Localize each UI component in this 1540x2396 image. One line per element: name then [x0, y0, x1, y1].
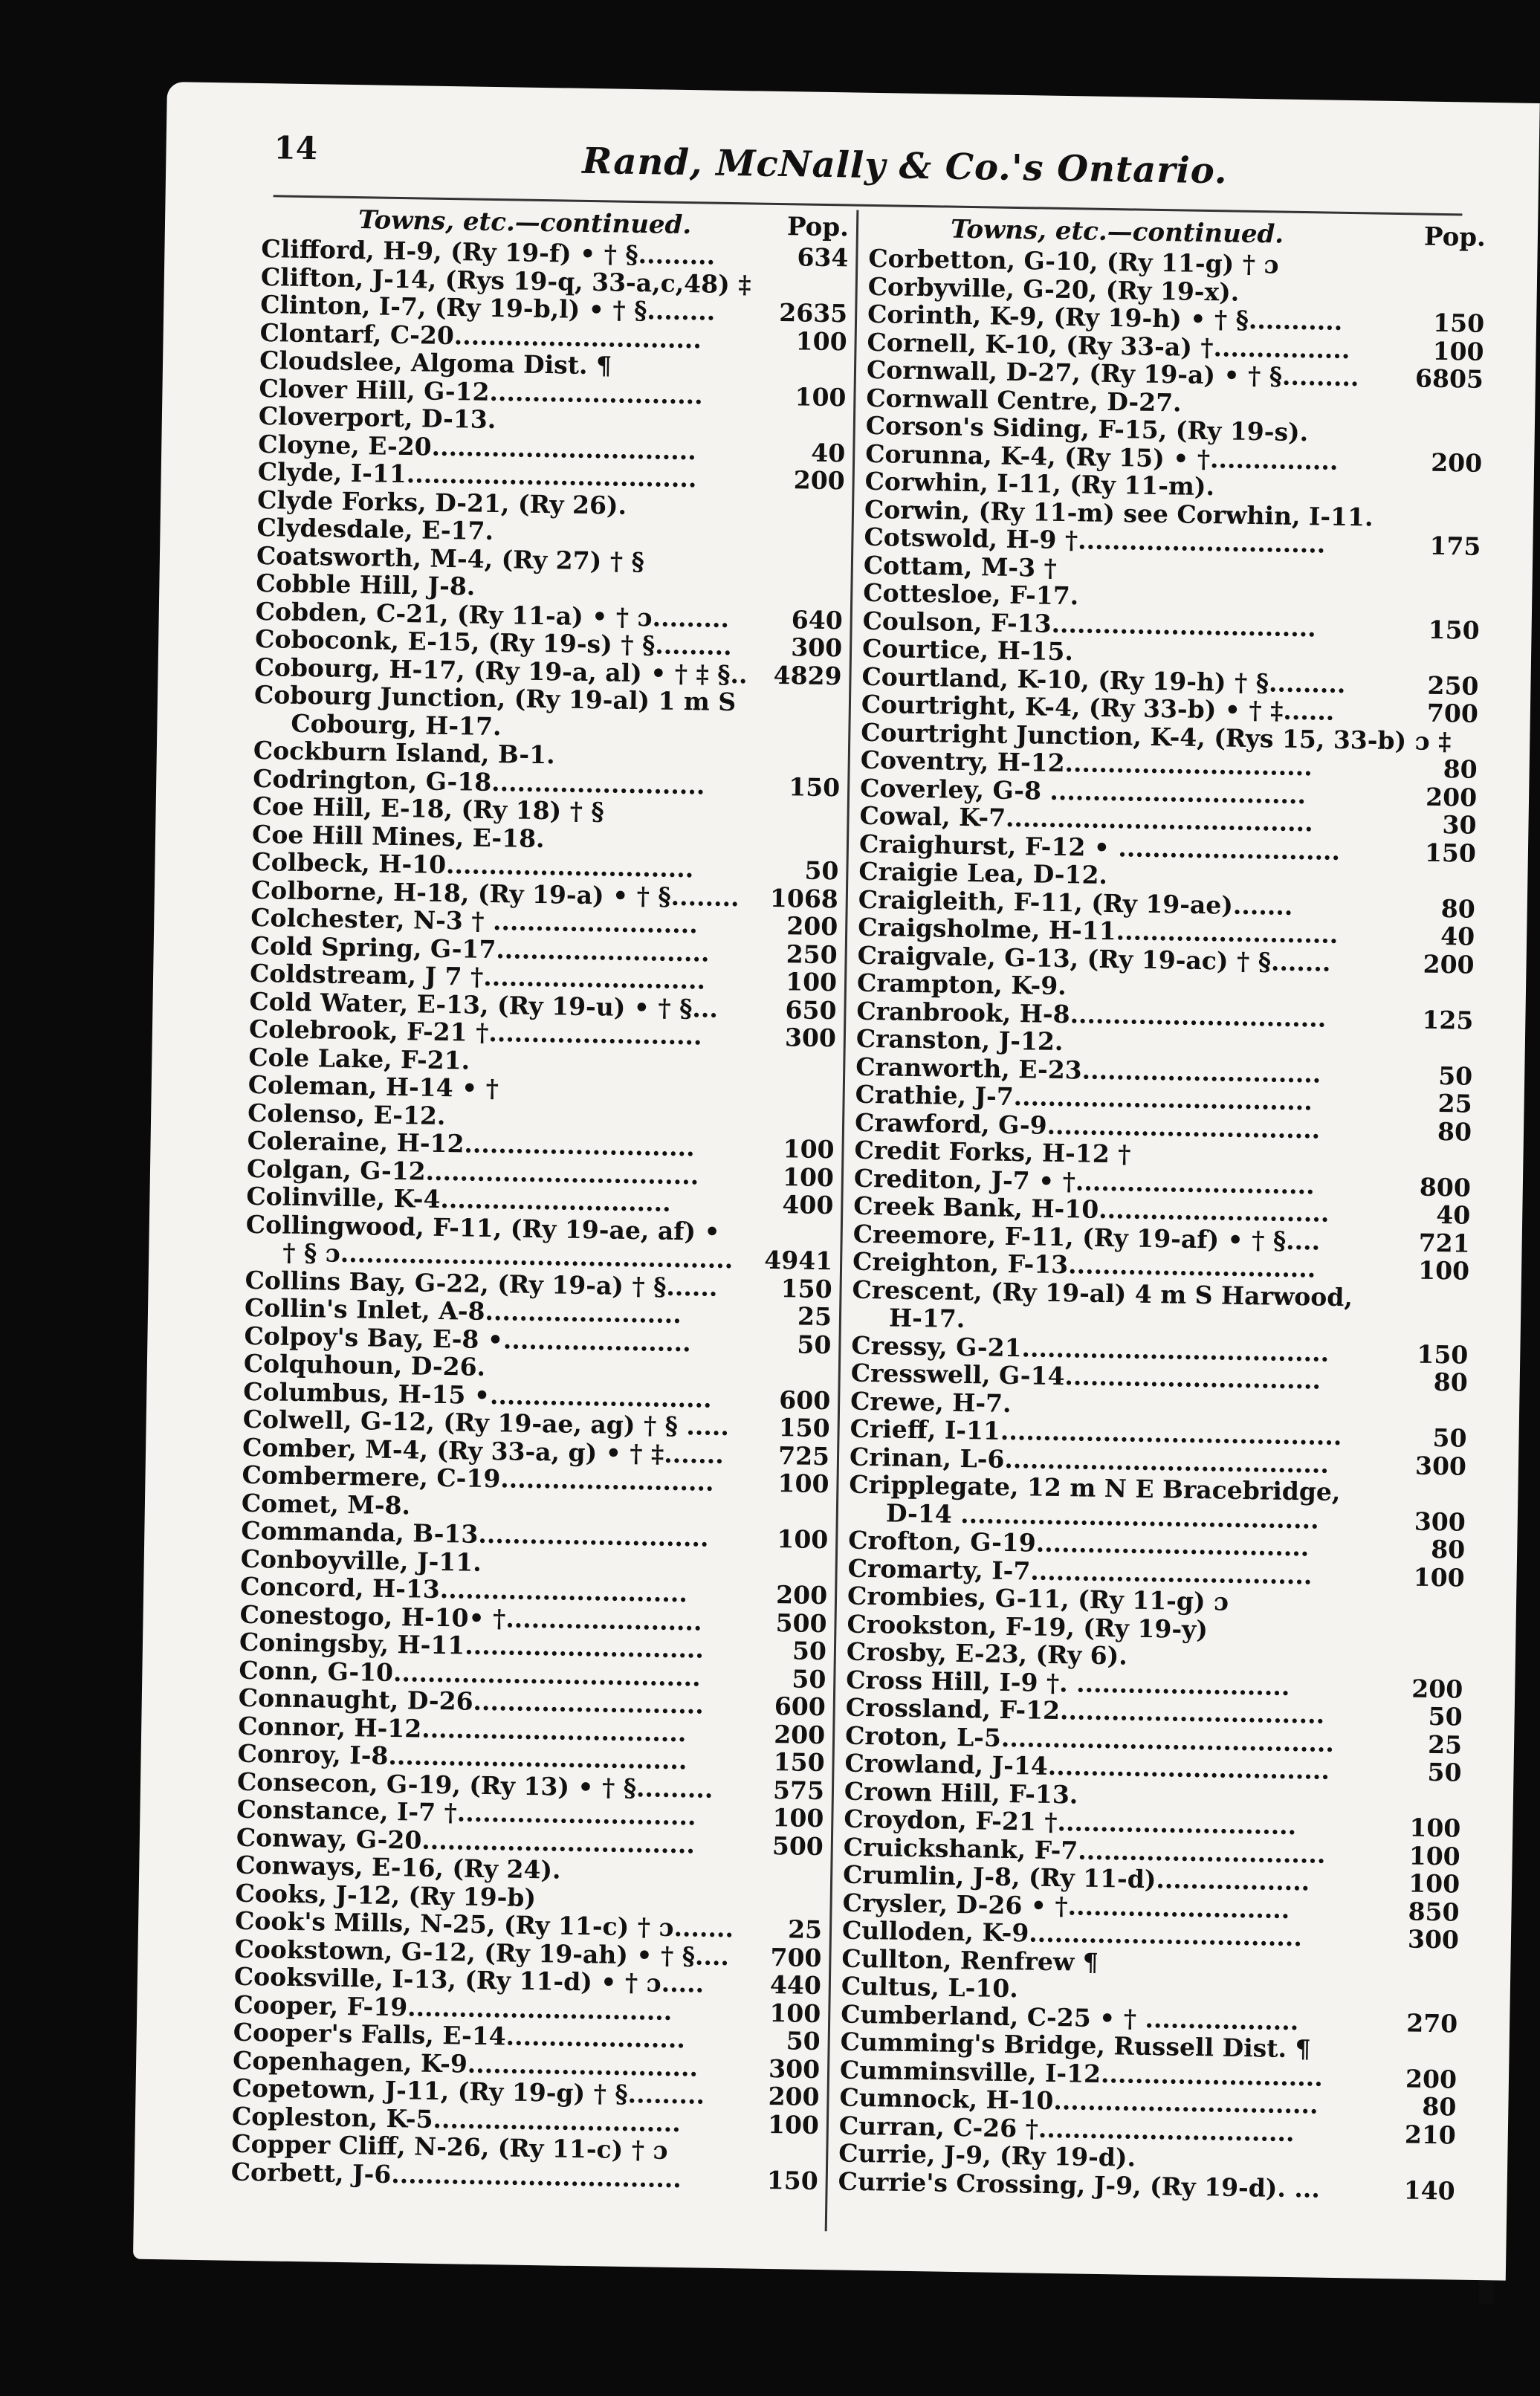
place-name: Creighton, F-13............................. — [852, 1246, 1316, 1283]
population-value: 150 — [1432, 308, 1485, 338]
place-name: Collins Bay, G-22, (Ry 19-a) † §...... — [245, 1265, 718, 1302]
place-name: Conroy, I-8................................... — [237, 1738, 688, 1775]
place-name: Colenso, E-12. — [247, 1098, 446, 1130]
place-name: Cripplegate, 12 m N E Bracebridge, — [849, 1469, 1341, 1507]
place-name: Clinton, I-7, (Ry 19-b,l) • † §........ — [260, 290, 716, 326]
population-value: 200 — [1425, 782, 1478, 812]
place-name: Cloverport, D-13. — [258, 401, 496, 435]
place-name: Cloudslee, Algoma Dist. ¶ — [259, 345, 612, 381]
place-name: Cumminsville, I-12.......................... — [839, 2055, 1324, 2092]
population-value: 100 — [769, 1998, 821, 2028]
place-name: Cullton, Renfrew ¶ — [841, 1943, 1099, 1977]
population-value: 500 — [775, 1607, 827, 1638]
place-name: Colpoy's Bay, E-8 •...................... — [244, 1321, 692, 1357]
left-entry-list — [231, 235, 856, 2195]
population-value: 650 — [785, 994, 837, 1025]
population-value: 80 — [1433, 1367, 1469, 1397]
place-name: Cookstown, G-12, (Ry 19-ah) • † §.... — [234, 1934, 730, 1971]
population-value: 100 — [767, 2109, 820, 2140]
place-name: Copetown, J-11, (Ry 19-g) † §......... — [232, 2073, 705, 2110]
place-name: Cornwall, D-27, (Ry 19-a) • † §......... — [866, 354, 1359, 392]
place-name: Craigie Lea, D-12. — [858, 856, 1108, 890]
place-name: Crofton, G-19................................ — [847, 1525, 1310, 1562]
place-name: Clontarf, C-20............................. — [259, 317, 702, 354]
population-value: 500 — [771, 1830, 824, 1861]
place-name: Craigsholme, H-11.......................... — [857, 912, 1339, 949]
population-value: 40 — [1436, 1200, 1471, 1230]
place-name: Crumlin, J-8, (Ry 11-d).................. — [842, 1859, 1310, 1897]
population-value: 250 — [786, 939, 838, 969]
place-name: Cornwall Centre, D-27. — [866, 383, 1182, 417]
place-name: Collin's Inlet, A-8....................... — [244, 1292, 682, 1330]
place-name: Connaught, D-26........................... — [238, 1683, 705, 1720]
place-name: Copenhagen, K-9........................... — [232, 2045, 699, 2082]
book-page — [133, 82, 1540, 2281]
running-title: Rand, McNally & Co.'s Ontario. — [581, 140, 1229, 192]
left-column — [231, 201, 857, 2195]
place-name: Cowal, K-7.................................... — [859, 800, 1313, 838]
pop-label: Pop. — [1423, 221, 1486, 253]
population-value: 200 — [786, 911, 838, 942]
population-value: 200 — [1430, 447, 1483, 478]
population-value: 700 — [1426, 698, 1479, 728]
page-number: 14 — [274, 129, 318, 167]
population-value: 800 — [1419, 1172, 1472, 1202]
place-name: Conestogo, H-10• †....................... — [239, 1599, 702, 1636]
population-value: 40 — [811, 438, 846, 467]
column-heading: Towns, etc.—continued. — [950, 214, 1284, 250]
column-heading: Towns, etc.—continued. — [358, 205, 692, 241]
place-name: Clover Hill, G-12......................... — [259, 373, 704, 409]
place-name: Crescent, (Ry 19-al) 4 m S Harwood, — [852, 1275, 1353, 1312]
place-name: Cooksville, I-13, (Ry 11-d) • † ɔ..... — [233, 1961, 705, 1998]
place-name: Comet, M-8. — [241, 1488, 411, 1520]
place-name: Crossland, F-12............................... — [845, 1692, 1325, 1729]
place-name: Corbett, J-6.................................. — [230, 2157, 682, 2193]
population-value: 250 — [1427, 670, 1479, 701]
population-value: 50 — [786, 2026, 821, 2056]
population-value: 100 — [1413, 1562, 1465, 1593]
place-name: Colwell, G-12, (Ry 19-ae, ag) † § ..... — [242, 1404, 730, 1442]
population-value: 30 — [1442, 810, 1477, 840]
population-value: 150 — [1428, 615, 1480, 645]
population-value: 150 — [778, 1413, 830, 1443]
population-value: 100 — [777, 1469, 829, 1499]
place-name: Cranworth, E-23............................ — [855, 1052, 1321, 1089]
place-name: Culloden, K-9................................ — [841, 1915, 1303, 1952]
population-value: 725 — [777, 1440, 830, 1471]
pop-label: Pop. — [786, 212, 850, 243]
place-name: Clifton, J-14, (Rys 19-q, 33-a,c,48) ‡ — [260, 262, 751, 299]
population-value: 200 — [773, 1719, 826, 1749]
place-name: Curran, C-26 †.............................. — [838, 2111, 1295, 2147]
population-value: 175 — [1429, 531, 1481, 561]
population-value: 600 — [774, 1691, 826, 1722]
place-name: Crediton, J-7 • †............................ — [853, 1163, 1315, 1199]
place-name: Craigvale, G-13, (Ry 19-ac) † §....... — [857, 940, 1331, 977]
place-name: Clyde, I-11.................................. — [257, 456, 697, 493]
place-name: Concord, H-13............................. — [239, 1571, 688, 1608]
place-name: Constance, I-7 †............................ — [236, 1794, 696, 1831]
place-name: Cooper, F-19............................... — [233, 1989, 673, 2026]
place-name: Codrington, G-18......................... — [252, 763, 705, 800]
place-name: Cranston, J-12. — [855, 1023, 1064, 1057]
place-name: Creek Bank, H-10........................... — [853, 1191, 1330, 1228]
population-value: 200 — [775, 1580, 828, 1610]
population-value: 200 — [793, 465, 845, 496]
place-name: Crewe, H-7. — [850, 1386, 1012, 1418]
population-value: 2635 — [779, 297, 848, 328]
population-value: 721 — [1418, 1228, 1470, 1258]
population-value: 850 — [1408, 1897, 1460, 1927]
place-name: Cotswold, H-9 †............................. — [864, 522, 1326, 559]
population-value: 200 — [1423, 949, 1475, 980]
population-value: 150 — [766, 2165, 819, 2195]
place-name: Corbetton, G-10, (Ry 11-g) † ɔ — [868, 243, 1279, 279]
population-value: 4829 — [773, 660, 842, 690]
population-value: 6805 — [1414, 363, 1484, 394]
place-name: Corunna, K-4, (Ry 15) • †............... — [864, 438, 1339, 476]
population-value: 300 — [768, 2053, 821, 2084]
population-value: 100 — [795, 326, 847, 356]
population-value: 25 — [1427, 1729, 1463, 1760]
place-name: Cobourg Junction, (Ry 19-al) 1 m S — [253, 679, 737, 717]
place-name: Crosby, E-23, (Ry 6). — [846, 1636, 1128, 1671]
place-name: Colinville, K-4........................... — [246, 1181, 671, 1217]
population-value: 80 — [1437, 1116, 1472, 1147]
population-value: 210 — [1404, 2119, 1457, 2150]
population-value: 575 — [772, 1775, 825, 1805]
place-name: Crysler, D-26 • †.......................... — [842, 1888, 1290, 1924]
population-value: 50 — [1428, 1701, 1463, 1732]
place-name: Coulson, F-13............................... — [862, 606, 1317, 642]
place-name: Cole Lake, F-21. — [248, 1042, 470, 1075]
population-value: 200 — [1411, 1674, 1463, 1704]
place-name: Cooks, J-12, (Ry 19-b) — [235, 1878, 537, 1912]
place-name: Cromarty, I-7................................. — [847, 1553, 1313, 1590]
place-name: Currie, J-9, (Ry 19-d). — [838, 2138, 1136, 2172]
place-name: Copper Cliff, N-26, (Ry 11-c) † ɔ — [231, 2128, 668, 2165]
place-name: Corinth, K-9, (Ry 19-h) • † §........... — [867, 299, 1343, 336]
place-name: Consecon, G-19, (Ry 13) • † §......... — [236, 1767, 714, 1804]
population-value: 100 — [1417, 1255, 1470, 1286]
place-name: Croton, L-5....................................... — [844, 1720, 1335, 1758]
population-value: 600 — [779, 1385, 831, 1415]
place-name: Coldstream, J 7 †.......................... — [249, 958, 706, 995]
population-value: 50 — [792, 1663, 826, 1694]
population-value: 100 — [1408, 1841, 1461, 1871]
place-name: Corson's Siding, F-15, (Ry 19-s). — [865, 410, 1309, 447]
place-name: Clydesdale, E-17. — [256, 512, 494, 545]
population-value: 300 — [1407, 1924, 1460, 1955]
place-name: Cobourg, H-17. — [291, 708, 502, 741]
population-value: 1068 — [769, 883, 839, 913]
population-value: 50 — [792, 1636, 827, 1666]
place-name: † § ɔ.............................................. — [282, 1237, 734, 1275]
population-value: 300 — [1414, 1506, 1466, 1537]
place-name: Croydon, F-21 †............................ — [844, 1804, 1297, 1841]
place-name: Cooper's Falls, E-14..................... — [233, 2017, 686, 2054]
place-name: Crowland, J-14................................. — [844, 1748, 1330, 1785]
place-name: Cultus, L-10. — [841, 1971, 1019, 2004]
place-name: Crathie, J-7................................... — [855, 1079, 1313, 1116]
population-value: 50 — [797, 1330, 832, 1359]
place-name: Clifford, H-9, (Ry 19-f) • † §......... — [261, 234, 716, 271]
place-name: Colbeck, H-10............................. — [251, 846, 694, 884]
place-name: Coe Hill, E-18, (Ry 18) † § — [252, 791, 605, 826]
population-value: 50 — [1432, 1422, 1467, 1453]
place-name: Coventry, H-12............................. — [860, 745, 1313, 782]
place-name: Coe Hill Mines, E-18. — [251, 819, 545, 853]
population-value: 80 — [1422, 2091, 1457, 2122]
place-name: Cranbrook, H-8.............................. — [856, 996, 1327, 1033]
place-name: Cornell, K-10, (Ry 33-a) †................ — [867, 327, 1350, 364]
place-name: Courtright, K-4, (Ry 33-b) • † ‡...... — [861, 689, 1335, 726]
population-value: 150 — [789, 771, 841, 802]
population-value: 25 — [1437, 1089, 1472, 1118]
population-value: 40 — [1440, 922, 1475, 951]
place-name: Coatsworth, M-4, (Ry 27) † § — [256, 540, 645, 576]
population-value: 100 — [777, 1524, 829, 1555]
place-name: Courtice, H-15. — [861, 633, 1074, 667]
place-name: Cressy, G-21.................................... — [851, 1330, 1330, 1367]
place-name: Colgan, G-12................................ — [246, 1153, 699, 1190]
population-value: 80 — [1443, 754, 1478, 784]
population-value: 140 — [1403, 2175, 1455, 2206]
population-value: 270 — [1405, 2008, 1458, 2039]
place-name: Corbyville, G-20, (Ry 19-x). — [867, 271, 1240, 307]
population-value: 100 — [783, 1134, 835, 1165]
population-value: 100 — [795, 381, 847, 412]
place-name: Cockburn Island, B-1. — [253, 735, 555, 770]
population-value: 50 — [1427, 1757, 1462, 1787]
population-value: 640 — [791, 604, 844, 635]
place-name: Cruickshank, F-7............................. — [843, 1832, 1326, 1869]
place-name: Creemore, F-11, (Ry 19-af) • † §.... — [852, 1219, 1321, 1256]
place-name: Cottesloe, F-17. — [863, 577, 1079, 611]
place-name: Collingwood, F-11, (Ry 19-ae, af) • — [245, 1209, 720, 1246]
place-name: Crampton, K-9. — [856, 968, 1067, 1001]
population-value: 300 — [790, 632, 843, 663]
place-name: Cobden, C-21, (Ry 11-a) • † ɔ......... — [255, 596, 730, 633]
place-name: Combermere, C-19......................... — [242, 1460, 714, 1497]
population-value: 100 — [782, 1162, 835, 1192]
population-value: 100 — [772, 1803, 824, 1833]
place-name: Crinan, L-6...................................... — [849, 1442, 1330, 1479]
place-name: D-14 .......................................... — [885, 1498, 1319, 1535]
place-name: Conn, G-10.................................... — [239, 1655, 701, 1692]
place-name: Colborne, H-18, (Ry 19-a) • † §........ — [250, 875, 740, 912]
place-name: Cold Water, E-13, (Ry 19-u) • † §... — [249, 986, 719, 1023]
population-value: 634 — [797, 242, 849, 273]
place-name: Coleraine, H-12........................... — [247, 1125, 695, 1162]
place-name: Crieff, I-11........................................ — [850, 1414, 1342, 1451]
place-name: Craigleith, F-11, (Ry 19-ae)....... — [858, 884, 1293, 921]
place-name: Connor, H-12............................... — [237, 1711, 687, 1747]
place-name: Coverley, G-8 .............................. — [859, 773, 1307, 809]
place-name: Cross Hill, I-9 †. ......................... — [846, 1665, 1290, 1701]
place-name: Crawford, G-9................................ — [854, 1107, 1321, 1144]
population-value: 440 — [769, 1970, 822, 2001]
population-value: 400 — [782, 1190, 834, 1220]
place-name: Courtright Junction, K-4, (Rys 15, 33-b) ɔ ‡ — [861, 717, 1452, 756]
place-name: H-17. — [888, 1303, 965, 1334]
population-value: 25 — [787, 1914, 823, 1945]
place-name: Crookston, F-19, (Ry 19-y) — [847, 1609, 1209, 1644]
place-name: Courtland, K-10, (Ry 19-h) † §......... — [861, 661, 1346, 699]
population-value: 125 — [1422, 1005, 1474, 1035]
place-name: Cook's Mills, N-25, (Ry 11-c) † ɔ....... — [234, 1906, 734, 1943]
place-name: Currie's Crossing, J-9, (Ry 19-d). ... — [838, 2166, 1321, 2204]
place-name: Cresswell, G-14.............................. — [850, 1358, 1321, 1395]
place-name: Crown Hill, F-13. — [844, 1776, 1078, 1810]
place-name: Commanda, B-13........................... — [241, 1515, 709, 1552]
place-name: Cloyne, E-20............................... — [258, 429, 697, 465]
place-name: Credit Forks, H-12 † — [854, 1135, 1131, 1169]
place-name: Crombies, G-11, (Ry 11-g) ɔ — [847, 1581, 1229, 1616]
right-entry-list — [838, 245, 1492, 2205]
population-value: 200 — [1405, 2064, 1458, 2094]
place-name: Coboconk, E-15, (Ry 19-s) † §......... — [254, 624, 732, 661]
place-name: Cumberland, C-25 • † .................. — [840, 1999, 1299, 2036]
place-name: Corwin, (Ry 11-m) see Corwhin, I-11. — [864, 494, 1374, 532]
population-value: 200 — [768, 2082, 820, 2112]
population-value: 4941 — [764, 1245, 833, 1276]
population-value: 150 — [1424, 838, 1477, 868]
place-name: Copleston, K-5............................. — [231, 2101, 682, 2137]
place-name: Cold Spring, G-17......................... — [250, 930, 710, 968]
place-name: Cobourg, H-17, (Ry 19-a, al) • † ‡ §.. — [254, 652, 748, 689]
place-name: Cottam, M-3 † — [863, 550, 1058, 583]
place-name: Craighurst, F-12 • .......................... — [858, 829, 1341, 866]
place-name: Colquhoun, D-26. — [243, 1348, 486, 1382]
population-value: 150 — [1417, 1339, 1469, 1370]
population-value: 150 — [780, 1273, 832, 1304]
right-column — [825, 210, 1494, 2241]
population-value: 50 — [1437, 1061, 1473, 1091]
place-name: Coleman, H-14 • † — [248, 1069, 499, 1104]
population-value: 700 — [770, 1942, 822, 1972]
population-value: 100 — [1408, 1868, 1460, 1899]
population-value: 80 — [1440, 893, 1476, 924]
population-value: 100 — [785, 967, 838, 997]
place-name: Cumming's Bridge, Russell Dist. ¶ — [840, 2027, 1311, 2064]
place-name: Colchester, N-3 † ........................ — [250, 902, 699, 939]
population-value: 150 — [773, 1747, 825, 1778]
population-value: 25 — [797, 1301, 832, 1332]
place-name: Cobble Hill, J-8. — [256, 568, 476, 601]
population-value: 300 — [784, 1023, 837, 1053]
population-value: 100 — [1432, 336, 1484, 366]
place-name: Comber, M-4, (Ry 33-a, g) • † ‡....... — [242, 1432, 725, 1469]
place-name: Conway, G-20................................ — [236, 1822, 696, 1859]
place-name: Colebrook, F-21 †......................... — [248, 1014, 702, 1051]
place-name: Columbus, H-15 •.......................... — [243, 1376, 713, 1414]
place-name: Conboyville, J-11. — [240, 1544, 482, 1577]
place-name: Cumnock, H-10............................... — [839, 2082, 1319, 2120]
place-name: Clyde Forks, D-21, (Ry 26). — [256, 485, 627, 520]
population-value: 100 — [1409, 1813, 1461, 1843]
population-value: 300 — [1414, 1451, 1467, 1481]
population-value: 50 — [804, 855, 839, 886]
place-name: Coningsby, H-11............................ — [239, 1627, 705, 1664]
population-value: 80 — [1430, 1534, 1466, 1564]
place-name: Corwhin, I-11, (Ry 11-m). — [864, 466, 1215, 502]
place-name: Conways, E-16, (Ry 24). — [236, 1850, 561, 1885]
